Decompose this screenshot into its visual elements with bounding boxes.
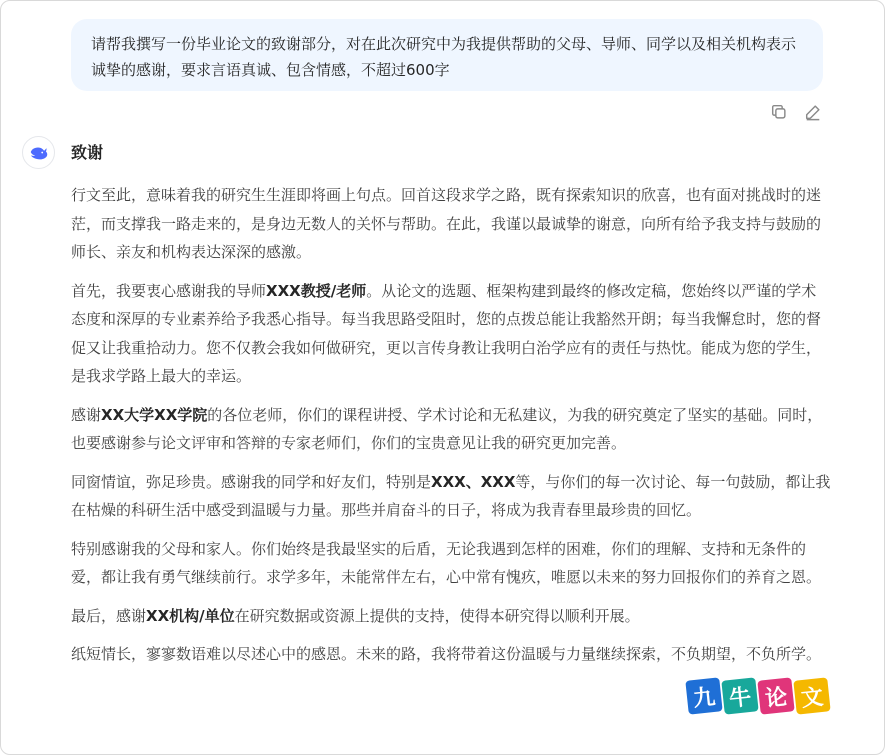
paragraph-text: 行文至此，意味着我的研究生生涯即将画上句点。回首这段求学之路，既有探索知识的欣喜，也有面对挑战时的迷茫，而支撑我一路走来的，是身边无数人的关怀与帮助。在此，我谨以最诚挚的谢意，向所有给予我支持与鼓励的师长、亲友和机构表达深深的感激。 bbox=[71, 186, 822, 261]
answer-paragraph bbox=[71, 602, 831, 631]
answer-paragraph bbox=[71, 181, 831, 267]
paragraph-text: 最后，感谢 bbox=[71, 606, 147, 625]
assistant-answer bbox=[71, 141, 831, 679]
paragraph-text: 特别感谢我的父母和家人。你们始终是我最坚实的后盾，无论我遇到怎样的困难，你们的理解、支持和无条件的爱，都让我有勇气继续前行。求学多年，未能常伴左右，心中常有愧疚，唯愿以未来的努力回报你们的养育之恩。 bbox=[71, 539, 822, 586]
paragraph-text: 在研究数据或资源上提供的支持，使得本研究得以顺利开展。 bbox=[234, 606, 640, 625]
answer-paragraph bbox=[71, 277, 831, 391]
message-actions bbox=[769, 102, 823, 122]
edit-button[interactable] bbox=[803, 102, 823, 122]
watermark-char: 牛 bbox=[721, 677, 758, 714]
paragraph-text: 感谢 bbox=[71, 405, 102, 424]
answer-paragraph bbox=[71, 640, 831, 669]
brand-watermark bbox=[687, 679, 829, 713]
answer-body bbox=[71, 181, 831, 669]
bold-placeholder-text: XX大学XX学院 bbox=[101, 405, 208, 424]
bold-placeholder-text: XXX、XXX bbox=[431, 472, 516, 491]
watermark-char: 九 bbox=[685, 677, 722, 714]
answer-paragraph bbox=[71, 468, 831, 525]
user-message-bubble bbox=[71, 19, 823, 91]
bold-placeholder-text: XXX教授/老师 bbox=[266, 281, 367, 300]
answer-title: 致谢 bbox=[71, 143, 104, 162]
user-message-text: 请帮我撰写一份毕业论文的致谢部分，对在此次研究中为我提供帮助的父母、导师、同学以及相关机构表示诚挚的感谢，要求言语真诚、包含情感，不超过600字 bbox=[91, 35, 797, 79]
bold-placeholder-text: XX机构/单位 bbox=[146, 606, 235, 625]
paragraph-text: 。从论文的选题、框架构建到最终的修改定稿，您始终以严谨的学术态度和深厚的专业素养给予我悉心指导。每当我思路受阻时，您的点拨总能让我豁然开朗；每当我懈怠时，您的督促又让我重拾动力。您不仅教会我如何做研究，更以言传身教让我明白治学应有的责任与热忱。能成为您的学生，是我求学路上最大的幸运。 bbox=[71, 281, 822, 385]
assistant-avatar bbox=[22, 136, 55, 169]
edit-icon bbox=[804, 103, 822, 121]
paragraph-text: 首先，我要衷心感谢我的导师 bbox=[71, 281, 267, 300]
answer-paragraph bbox=[71, 535, 831, 592]
watermark-char: 文 bbox=[793, 677, 830, 714]
paragraph-text: 同窗情谊，弥足珍贵。感谢我的同学和好友们，特别是 bbox=[71, 472, 432, 491]
paragraph-text: 纸短情长，寥寥数语难以尽述心中的感恩。未来的路，我将带着这份温暖与力量继续探索，不负期望，不负所学。 bbox=[71, 645, 822, 663]
answer-paragraph bbox=[71, 401, 831, 458]
paragraph-text: 等，与你们的每一次讨论、每一句鼓励，都让我在枯燥的科研生活中感受到温暖与力量。那些并肩奋斗的日子，将成为我青春里最珍贵的回忆。 bbox=[71, 472, 831, 519]
copy-icon bbox=[770, 103, 788, 121]
watermark-char: 论 bbox=[757, 677, 794, 714]
paragraph-text: 的各位老师，你们的课程讲授、学术讨论和无私建议，为我的研究奠定了坚实的基础。同时，也要感谢参与论文评审和答辩的专家老师们，你们的宝贵意见让我的研究更加完善。 bbox=[71, 405, 823, 452]
copy-button[interactable] bbox=[769, 102, 789, 122]
whale-logo-icon bbox=[28, 142, 50, 164]
